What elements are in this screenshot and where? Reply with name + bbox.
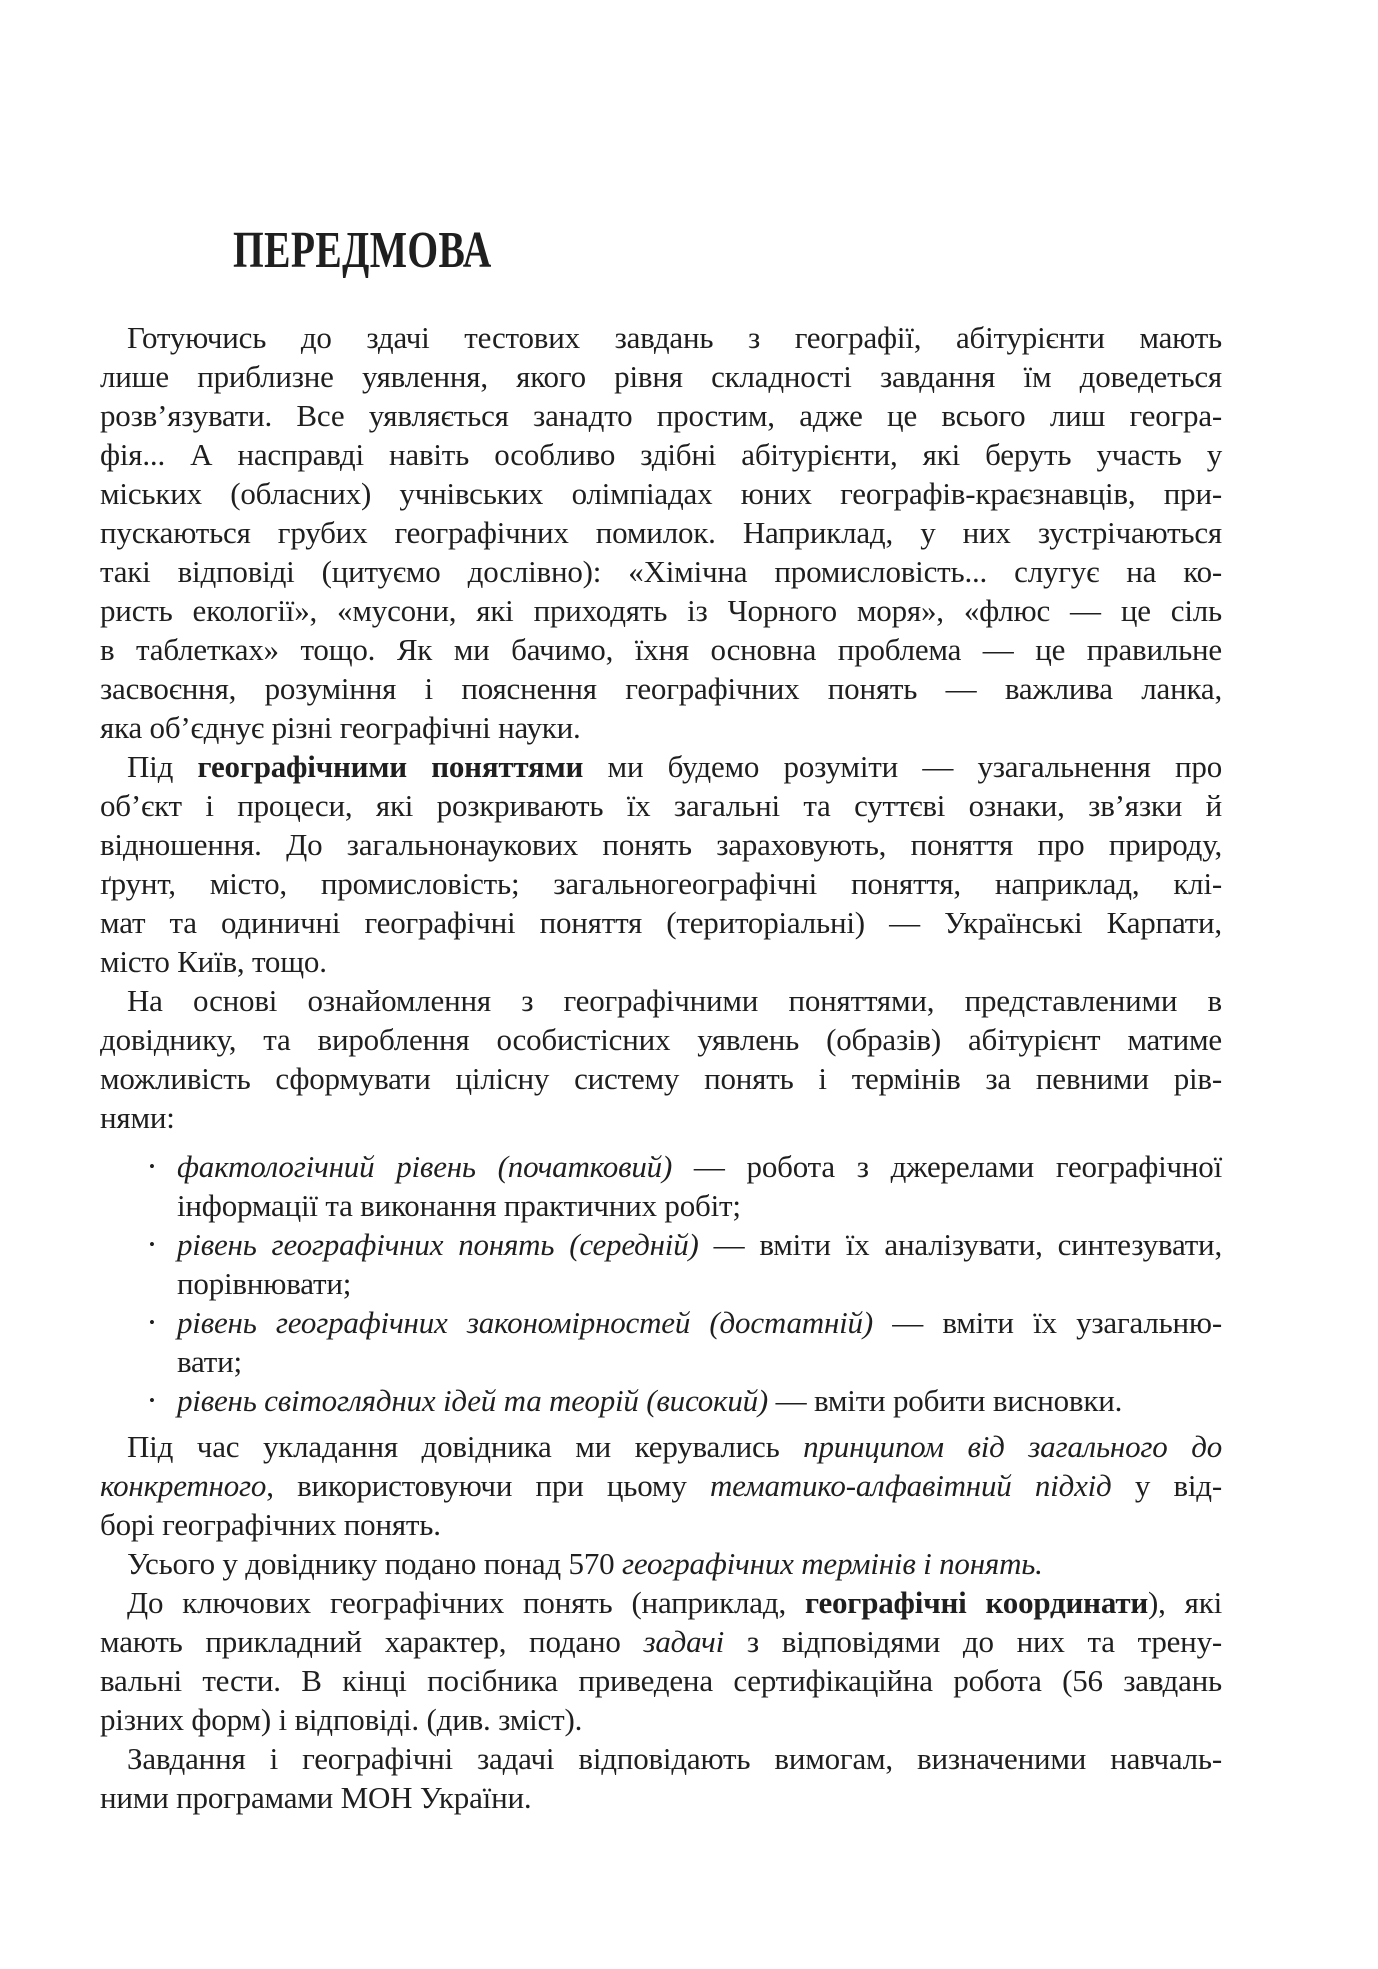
page-body (100, 318, 1222, 1817)
italic-text: конкретного (100, 1468, 267, 1503)
text-line (100, 1505, 1222, 1544)
text-line (100, 1622, 1222, 1661)
text-line (100, 1427, 1222, 1466)
paragraph (100, 318, 1222, 747)
bullet-list (100, 1147, 1222, 1420)
text-line (100, 474, 1222, 513)
text-line (177, 1147, 1222, 1186)
text-line (100, 864, 1222, 903)
plain-text: лише приблизне уявлення, якого рівня складності завдання їм доведеться (100, 359, 1222, 394)
text-line (100, 1098, 1222, 1137)
plain-text: в таблетках» тощо. Як ми бачимо, їхня основна проблема — це правильне (100, 632, 1222, 667)
plain-text: — робота з джерелами географічної (672, 1149, 1223, 1184)
text-line (100, 981, 1222, 1020)
text-line (100, 396, 1222, 435)
plain-text: До ключових географічних понять (наприклад, (127, 1585, 805, 1620)
bold-text: географічні координати (804, 1585, 1149, 1620)
text-line (100, 1700, 1222, 1739)
paragraph (100, 1427, 1222, 1544)
plain-text: об’єкт і процеси, які розкривають їх загальні та суттєві ознаки, зв’язки й (100, 788, 1222, 823)
plain-text: різних форм) і відповіді. (див. зміст). (100, 1702, 583, 1737)
bold-text: географічними поняттями (197, 749, 584, 784)
plain-text: Завдання і географічні задачі відповідають вимогам, визначеними навчаль- (127, 1741, 1222, 1776)
plain-text: ними програмами МОН України. (100, 1780, 532, 1815)
italic-text: географічних термінів і понять. (622, 1546, 1043, 1581)
text-line (100, 1020, 1222, 1059)
plain-text: — вміти робити висновки. (768, 1383, 1123, 1418)
plain-text: яка об’єднує різні географічні науки. (100, 710, 581, 745)
plain-text: Під час укладання довідника ми керувались (127, 1429, 804, 1464)
plain-text: — вміти їх аналізувати, синтезувати, (698, 1227, 1222, 1262)
page-content (100, 0, 1222, 1817)
plain-text: борі географічних понять. (100, 1507, 441, 1542)
plain-text: фія... А насправді навіть особливо здібні абітурієнти, які беруть участь у (100, 437, 1222, 472)
plain-text: На основі ознайомлення з географічними поняттями, представленими в (127, 983, 1222, 1018)
plain-text: відношення. До загальнонаукових понять зараховують, поняття про природу, (100, 827, 1222, 862)
text-line (100, 435, 1222, 474)
text-line (100, 630, 1222, 669)
text-line (100, 1583, 1222, 1622)
plain-text: , використовуючи при цьому (266, 1468, 710, 1503)
text-line (177, 1186, 1222, 1225)
plain-text: міських (обласних) учнівських олімпіадах юних географів-краєзнавців, при- (100, 476, 1222, 511)
text-line (100, 1661, 1222, 1700)
plain-text: інформації та виконання практичних робіт; (177, 1188, 741, 1223)
plain-text: можливість сформувати цілісну систему понять і термінів за певними рів- (100, 1061, 1222, 1096)
text-line (177, 1225, 1222, 1264)
plain-text: з відповідями до них та трену- (724, 1624, 1222, 1659)
text-line (100, 1778, 1222, 1817)
text-line (177, 1303, 1222, 1342)
plain-text: довіднику, та вироблення особистісних уявлень (образів) абітурієнт матиме (100, 1022, 1222, 1057)
plain-text: такі відповіді (цитуємо дослівно): «Хімічна промисловість... слугує на ко- (100, 554, 1222, 589)
title-row (100, 190, 1222, 279)
plain-text: нями: (100, 1100, 175, 1135)
plain-text: Під (127, 749, 198, 784)
plain-text: Готуючись до здачі тестових завдань з географії, абітурієнти мають (127, 320, 1222, 355)
plain-text: ми будемо розуміти — узагальнення про (583, 749, 1222, 784)
text-line (100, 552, 1222, 591)
paragraph (100, 1583, 1222, 1739)
text-line (177, 1342, 1222, 1381)
text-line (100, 942, 1222, 981)
plain-text: мат та одиничні географічні поняття (територіальні) — Українські Карпати, (100, 905, 1222, 940)
plain-text: вати; (177, 1344, 242, 1379)
text-line (100, 669, 1222, 708)
italic-text: принципом від загального до (803, 1429, 1222, 1464)
italic-text: рівень географічних понять (середній) (177, 1227, 699, 1262)
list-item (100, 1303, 1222, 1381)
text-line (100, 1466, 1222, 1505)
text-line (100, 318, 1222, 357)
paragraph (100, 981, 1222, 1137)
text-line (100, 1059, 1222, 1098)
text-line (100, 786, 1222, 825)
list-item (100, 1381, 1222, 1420)
text-line (177, 1264, 1222, 1303)
plain-text: — вміти їх узагальню- (872, 1305, 1222, 1340)
text-line (177, 1381, 1222, 1420)
italic-text: фактологічний рівень (початковий) (177, 1149, 673, 1184)
bullet-icon: • (149, 1313, 155, 1332)
italic-text: тематико-алфавітний підхід (709, 1468, 1112, 1503)
list-item (100, 1147, 1222, 1225)
paragraph (100, 1544, 1222, 1583)
plain-text: Усього у довіднику подано понад 570 (127, 1546, 622, 1581)
italic-text: задачі (643, 1624, 725, 1659)
plain-text: ристь екології», «мусони, які приходять із Чорного моря», «флюс — це сіль (100, 593, 1222, 628)
bullet-icon: • (149, 1235, 155, 1254)
text-line (100, 825, 1222, 864)
paragraph (100, 1739, 1222, 1817)
text-line (100, 591, 1222, 630)
text-line (100, 747, 1222, 786)
text-line (100, 1739, 1222, 1778)
plain-text: ), які (1148, 1585, 1223, 1620)
plain-text: у від- (1111, 1468, 1222, 1503)
plain-text: порівнювати; (177, 1266, 352, 1301)
plain-text: засвоєння, розуміння і пояснення географічних понять — важлива ланка, (100, 671, 1222, 706)
plain-text: вальні тести. В кінці посібника приведена сертифікаційна робота (56 завдань (100, 1663, 1222, 1698)
paragraph (100, 747, 1222, 981)
text-line (100, 513, 1222, 552)
bullet-icon: • (149, 1391, 155, 1410)
list-item (100, 1225, 1222, 1303)
page-title: ПЕРЕДМОВА (233, 221, 492, 279)
plain-text: ґрунт, місто, промисловість; загальногеографічні поняття, наприклад, клі- (100, 866, 1222, 901)
text-line (100, 357, 1222, 396)
plain-text: місто Київ, тощо. (100, 944, 327, 979)
plain-text: пускаються грубих географічних помилок. Наприклад, у них зустрічаються (100, 515, 1222, 550)
text-line (100, 708, 1222, 747)
plain-text: розв’язувати. Все уявляється занадто простим, адже це всього лиш геогра- (100, 398, 1222, 433)
italic-text: рівень географічних закономірностей (достатній) (177, 1305, 873, 1340)
text-line (100, 903, 1222, 942)
bullet-icon: • (149, 1157, 155, 1176)
plain-text: мають прикладний характер, подано (100, 1624, 644, 1659)
text-line (100, 1544, 1222, 1583)
italic-text: рівень світоглядних ідей та теорій (високий) (177, 1383, 769, 1418)
